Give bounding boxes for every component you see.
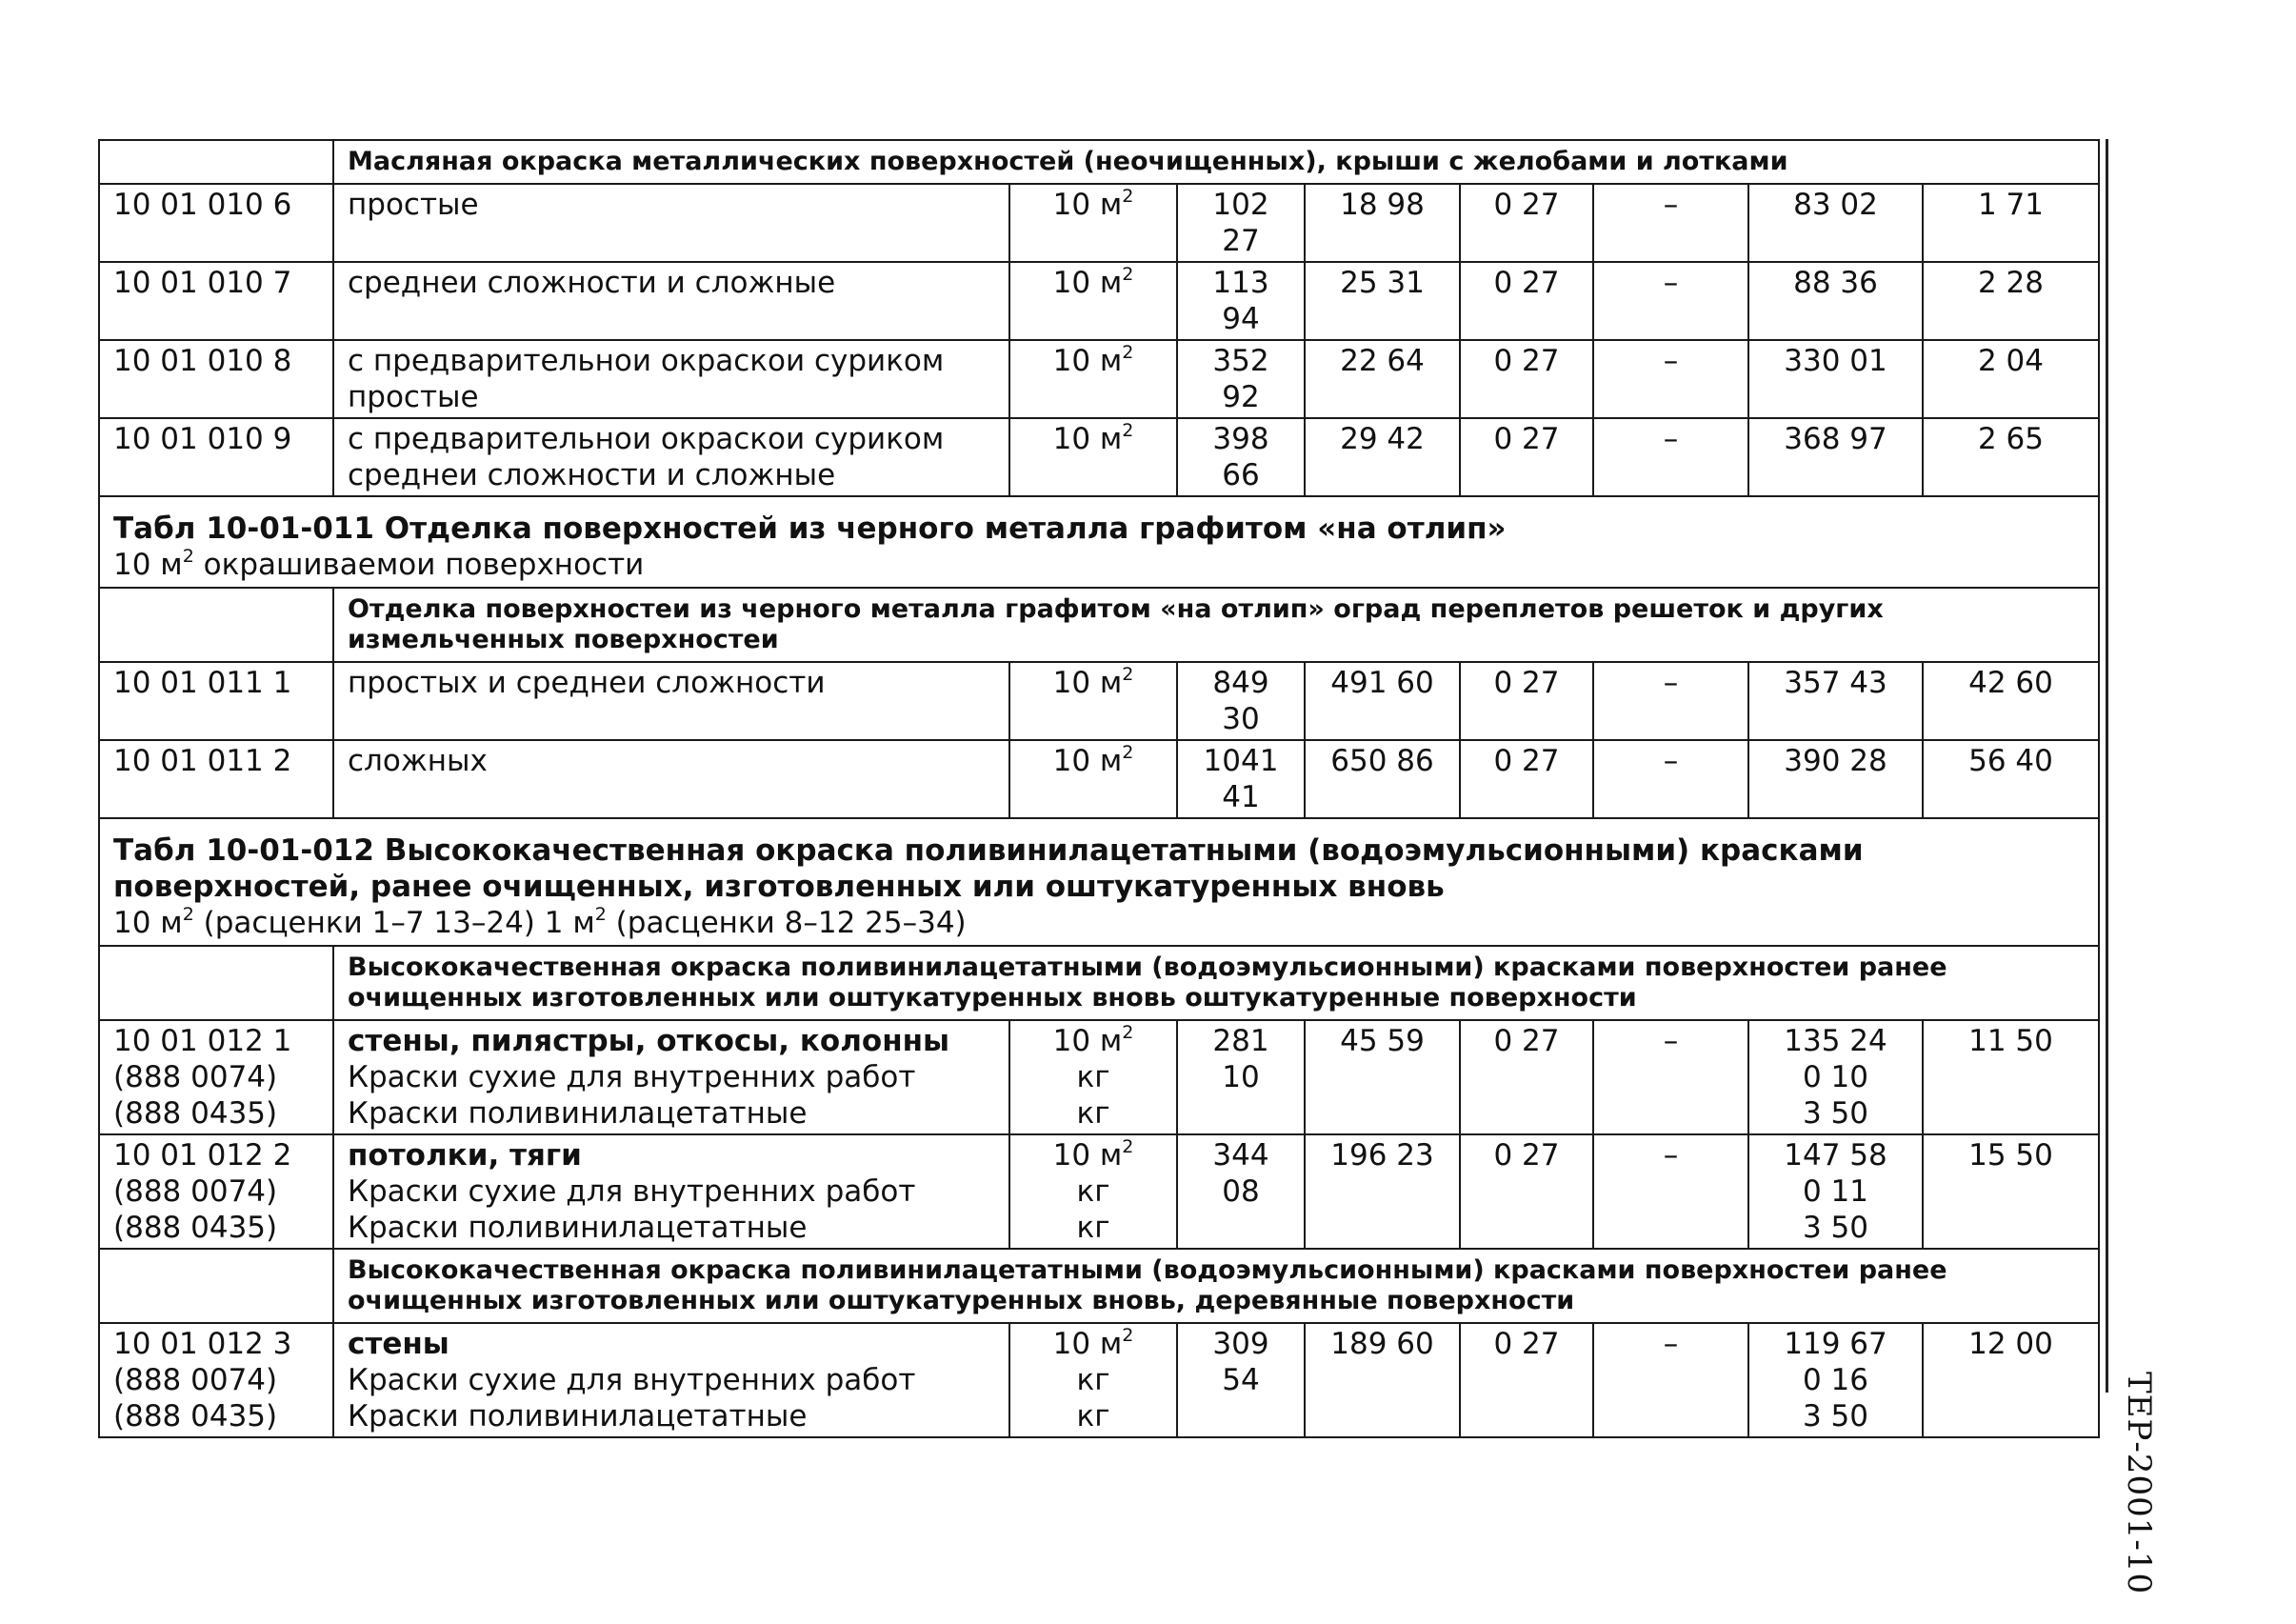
description-cell bbox=[333, 1323, 1009, 1437]
total-cost: 113 94 bbox=[1212, 266, 1269, 336]
code-cell bbox=[99, 662, 333, 740]
unit-cell bbox=[1009, 740, 1177, 818]
section-header-cell bbox=[333, 588, 2099, 662]
machine-cost: 0 27 bbox=[1493, 1024, 1560, 1058]
labor-hours: 1 71 bbox=[1977, 188, 2045, 222]
wage-cost: 18 98 bbox=[1340, 188, 1425, 222]
machinist-wage: – bbox=[1663, 344, 1679, 378]
unit-cell bbox=[1009, 1323, 1177, 1437]
machine-cost-cell bbox=[1460, 1134, 1593, 1249]
description-cell bbox=[333, 1020, 1009, 1134]
empty-code-cell bbox=[99, 588, 333, 662]
resource-code: (888 0435) bbox=[113, 1211, 278, 1245]
material-cost: 147 58 bbox=[1784, 1138, 1887, 1173]
section-header-text: Высококачественная окраска поливинилацетатными (водоэмульсионными) красками поверхностеи ранее очищенных изготовленных или оштукатуренных вновь, деревянные поверхности bbox=[348, 1255, 1947, 1315]
table-row-group bbox=[99, 1134, 2099, 1249]
table-title-cell bbox=[99, 818, 2099, 946]
material-cost-cell bbox=[1748, 262, 1923, 340]
machine-cost: 0 27 bbox=[1493, 266, 1560, 300]
unit-text: 10 м bbox=[1052, 422, 1123, 456]
material-cost-cell bbox=[1748, 340, 1923, 418]
total-cost-cell bbox=[1177, 184, 1305, 262]
total-cost-cell bbox=[1177, 1134, 1305, 1249]
unit-text: 10 м bbox=[1052, 666, 1123, 700]
work-title: потолки, тяги bbox=[348, 1138, 582, 1173]
machinist-wage-cell bbox=[1593, 1134, 1748, 1249]
code-cell bbox=[99, 184, 333, 262]
resource-code: (888 0435) bbox=[113, 1399, 278, 1434]
material-cost: 0 11 bbox=[1802, 1174, 1869, 1209]
machinist-wage-cell bbox=[1593, 262, 1748, 340]
unit-cell bbox=[1009, 1134, 1177, 1249]
description-line: простых и среднеи сложности bbox=[348, 666, 826, 700]
table-unit-superscript: 2 bbox=[182, 545, 194, 567]
description-line: простые bbox=[348, 380, 479, 414]
section-header-text: Высококачественная окраска поливинилацетатными (водоэмульсионными) красками поверхностеи ранее очищенных изготовленных или оштукатуренных вновь оштукатуренные поверхности bbox=[348, 952, 1947, 1012]
table-row bbox=[99, 662, 2099, 740]
unit-cell bbox=[1009, 262, 1177, 340]
section-header-cell bbox=[333, 1249, 2099, 1323]
material-cost: 357 43 bbox=[1784, 666, 1887, 700]
resource-name: Краски поливинилацетатные bbox=[348, 1211, 808, 1245]
machine-cost: 0 27 bbox=[1493, 422, 1560, 456]
resource-name: Краски сухие для внутренних работ bbox=[348, 1363, 916, 1397]
item-code: 10 01 010 8 bbox=[113, 344, 292, 378]
item-code: 10 01 012 3 bbox=[113, 1327, 292, 1361]
material-cost: 330 01 bbox=[1784, 344, 1887, 378]
unit-text: 10 м bbox=[1052, 1138, 1123, 1173]
machinist-wage: – bbox=[1663, 1138, 1679, 1173]
price-table bbox=[98, 139, 2100, 1438]
total-cost-cell bbox=[1177, 662, 1305, 740]
total-cost-cell bbox=[1177, 340, 1305, 418]
table-title-cell bbox=[99, 496, 2099, 588]
work-title: стены, пилястры, откосы, колонны bbox=[348, 1024, 950, 1058]
machinist-wage: – bbox=[1663, 422, 1679, 456]
unit-cell bbox=[1009, 184, 1177, 262]
machine-cost-cell bbox=[1460, 262, 1593, 340]
section-header-graphite bbox=[99, 588, 2099, 662]
material-cost-cell bbox=[1748, 1323, 1923, 1437]
material-cost: 0 10 bbox=[1802, 1060, 1869, 1094]
material-cost: 368 97 bbox=[1784, 422, 1887, 456]
material-cost-cell bbox=[1748, 418, 1923, 496]
item-code: 10 01 011 1 bbox=[113, 666, 292, 700]
table-row bbox=[99, 262, 2099, 340]
description-line: с предварительнои окраскои суриком bbox=[348, 422, 945, 456]
labor-hours-cell bbox=[1923, 1134, 2099, 1249]
total-cost-cell bbox=[1177, 418, 1305, 496]
machine-cost: 0 27 bbox=[1493, 744, 1560, 778]
table-row-group bbox=[99, 1323, 2099, 1437]
table-title-row-011 bbox=[99, 496, 2099, 588]
total-cost: 281 10 bbox=[1212, 1024, 1269, 1094]
total-cost-cell bbox=[1177, 1020, 1305, 1134]
resource-unit: кг bbox=[1076, 1060, 1110, 1094]
unit-line bbox=[1024, 1137, 1163, 1173]
unit-superscript: 2 bbox=[1122, 185, 1134, 207]
unit-cell bbox=[1009, 340, 1177, 418]
item-code: 10 01 010 9 bbox=[113, 422, 292, 456]
table-title: Табл 10-01-012 Высококачественная окраска поливинилацетатными (водоэмульсионными) красками поверхностей, ранее очищенных, изготовленных или оштукатуренных вновь bbox=[113, 833, 1864, 904]
labor-hours-cell bbox=[1923, 418, 2099, 496]
labor-hours-cell bbox=[1923, 662, 2099, 740]
total-cost: 352 92 bbox=[1212, 344, 1269, 414]
unit-superscript: 2 bbox=[1122, 1021, 1134, 1043]
wage-cost-cell bbox=[1305, 1323, 1460, 1437]
labor-hours: 12 00 bbox=[1968, 1327, 2053, 1361]
description-line: среднеи сложности и сложные bbox=[348, 266, 836, 300]
material-cost-cell bbox=[1748, 1020, 1923, 1134]
table-row-group bbox=[99, 1020, 2099, 1134]
wage-cost: 45 59 bbox=[1340, 1024, 1425, 1058]
wage-cost-cell bbox=[1305, 1134, 1460, 1249]
code-cell bbox=[99, 418, 333, 496]
wage-cost: 189 60 bbox=[1330, 1327, 1434, 1361]
table-unit-suffix: окрашиваемои поверхности bbox=[193, 548, 645, 582]
description-cell bbox=[333, 340, 1009, 418]
wage-cost-cell bbox=[1305, 418, 1460, 496]
description-cell bbox=[333, 262, 1009, 340]
resource-unit: кг bbox=[1076, 1174, 1110, 1209]
unit-cell bbox=[1009, 1020, 1177, 1134]
labor-hours: 42 60 bbox=[1968, 666, 2053, 700]
machinist-wage-cell bbox=[1593, 662, 1748, 740]
material-cost-cell bbox=[1748, 184, 1923, 262]
labor-hours-cell bbox=[1923, 1020, 2099, 1134]
labor-hours: 2 65 bbox=[1977, 422, 2045, 456]
wage-cost-cell bbox=[1305, 740, 1460, 818]
labor-hours: 2 04 bbox=[1977, 344, 2045, 378]
total-cost: 309 54 bbox=[1212, 1327, 1269, 1397]
machinist-wage: – bbox=[1663, 744, 1679, 778]
material-cost: 390 28 bbox=[1784, 744, 1887, 778]
wage-cost: 650 86 bbox=[1330, 744, 1434, 778]
table-unit-c: (расценки 8–12 25–34) bbox=[606, 906, 967, 940]
unit-superscript: 2 bbox=[1122, 1324, 1134, 1346]
total-cost: 398 66 bbox=[1212, 422, 1269, 492]
material-cost-cell bbox=[1748, 662, 1923, 740]
total-cost-cell bbox=[1177, 740, 1305, 818]
resource-code: (888 0435) bbox=[113, 1096, 278, 1131]
item-code: 10 01 011 2 bbox=[113, 744, 292, 778]
table-row bbox=[99, 340, 2099, 418]
machine-cost-cell bbox=[1460, 740, 1593, 818]
wage-cost-cell bbox=[1305, 262, 1460, 340]
section-header-text: Отделка поверхностеи из черного металла графитом «на отлип» оград переплетов решеток и других измельченных поверхностеи bbox=[348, 594, 1884, 654]
labor-hours-cell bbox=[1923, 262, 2099, 340]
item-code: 10 01 010 7 bbox=[113, 266, 292, 300]
material-cost: 3 50 bbox=[1802, 1211, 1869, 1245]
resource-code: (888 0074) bbox=[113, 1060, 278, 1094]
unit-superscript: 2 bbox=[1122, 1135, 1134, 1157]
total-cost: 344 08 bbox=[1212, 1138, 1269, 1209]
machinist-wage-cell bbox=[1593, 1020, 1748, 1134]
unit-superscript: 2 bbox=[1122, 663, 1134, 685]
table-unit bbox=[113, 905, 2085, 941]
machinist-wage-cell bbox=[1593, 184, 1748, 262]
machine-cost: 0 27 bbox=[1493, 188, 1560, 222]
resource-code: (888 0074) bbox=[113, 1174, 278, 1209]
resource-unit: кг bbox=[1076, 1096, 1110, 1131]
labor-hours-cell bbox=[1923, 340, 2099, 418]
machine-cost-cell bbox=[1460, 340, 1593, 418]
description-line: простые bbox=[348, 188, 479, 222]
table-unit-superscript: 2 bbox=[594, 903, 607, 925]
unit-superscript: 2 bbox=[1122, 263, 1134, 285]
machine-cost-cell bbox=[1460, 1020, 1593, 1134]
description-cell bbox=[333, 662, 1009, 740]
unit-text: 10 м bbox=[1052, 744, 1123, 778]
unit-text: 10 м bbox=[1052, 188, 1123, 222]
right-margin-rule bbox=[2106, 139, 2108, 1393]
machinist-wage-cell bbox=[1593, 418, 1748, 496]
material-cost-cell bbox=[1748, 740, 1923, 818]
section-header-oil-paint bbox=[99, 140, 2099, 184]
machinist-wage-cell bbox=[1593, 1323, 1748, 1437]
unit-text: 10 м bbox=[1052, 344, 1123, 378]
table-unit-prefix: 10 м bbox=[113, 548, 183, 582]
wage-cost: 25 31 bbox=[1340, 266, 1425, 300]
wage-cost-cell bbox=[1305, 340, 1460, 418]
machine-cost-cell bbox=[1460, 418, 1593, 496]
labor-hours-cell bbox=[1923, 1323, 2099, 1437]
unit-line bbox=[1024, 1326, 1163, 1362]
table-title: Табл 10-01-011 Отделка поверхностей из черного металла графитом «на отлип» bbox=[113, 511, 1507, 546]
labor-hours: 56 40 bbox=[1968, 744, 2053, 778]
item-code: 10 01 012 2 bbox=[113, 1138, 292, 1173]
unit-superscript: 2 bbox=[1122, 419, 1134, 441]
machinist-wage-cell bbox=[1593, 340, 1748, 418]
table-row bbox=[99, 740, 2099, 818]
resource-name: Краски сухие для внутренних работ bbox=[348, 1174, 916, 1209]
material-cost: 3 50 bbox=[1802, 1399, 1869, 1434]
section-header-wood bbox=[99, 1249, 2099, 1323]
resource-unit: кг bbox=[1076, 1399, 1110, 1434]
unit-text: 10 м bbox=[1052, 266, 1123, 300]
total-cost-cell bbox=[1177, 1323, 1305, 1437]
machine-cost: 0 27 bbox=[1493, 1138, 1560, 1173]
total-cost-cell bbox=[1177, 262, 1305, 340]
description-cell bbox=[333, 1134, 1009, 1249]
machinist-wage: – bbox=[1663, 188, 1679, 222]
wage-cost: 29 42 bbox=[1340, 422, 1425, 456]
code-cell bbox=[99, 1134, 333, 1249]
machine-cost-cell bbox=[1460, 1323, 1593, 1437]
description-line: с предварительнои окраскои суриком bbox=[348, 344, 945, 378]
unit-superscript: 2 bbox=[1122, 341, 1134, 363]
section-header-cell bbox=[333, 946, 2099, 1020]
machinist-wage-cell bbox=[1593, 740, 1748, 818]
code-cell bbox=[99, 340, 333, 418]
description-cell bbox=[333, 418, 1009, 496]
total-cost: 849 30 bbox=[1212, 666, 1269, 736]
empty-code-cell bbox=[99, 1249, 333, 1323]
resource-unit: кг bbox=[1076, 1211, 1110, 1245]
total-cost: 1041 41 bbox=[1203, 744, 1279, 814]
material-cost: 88 36 bbox=[1793, 266, 1878, 300]
machine-cost-cell bbox=[1460, 662, 1593, 740]
total-cost: 102 27 bbox=[1212, 188, 1269, 258]
section-header-cell bbox=[333, 140, 2099, 184]
empty-code-cell bbox=[99, 946, 333, 1020]
machinist-wage: – bbox=[1663, 666, 1679, 700]
table-unit-a: 10 м bbox=[113, 906, 183, 940]
unit-text: 10 м bbox=[1052, 1327, 1123, 1361]
machinist-wage: – bbox=[1663, 266, 1679, 300]
material-cost: 135 24 bbox=[1784, 1024, 1887, 1058]
material-cost: 119 67 bbox=[1784, 1327, 1887, 1361]
resource-name: Краски поливинилацетатные bbox=[348, 1096, 808, 1131]
table-unit bbox=[113, 547, 2085, 583]
unit-cell bbox=[1009, 662, 1177, 740]
machinist-wage: – bbox=[1663, 1327, 1679, 1361]
resource-name: Краски сухие для внутренних работ bbox=[348, 1060, 916, 1094]
labor-hours: 2 28 bbox=[1977, 266, 2045, 300]
table-unit-b: (расценки 1–7 13–24) 1 м bbox=[193, 906, 595, 940]
section-header-text: Масляная окраска металлических поверхностей (неочищенных), крыши с желобами и лотками bbox=[348, 147, 1788, 176]
labor-hours-cell bbox=[1923, 184, 2099, 262]
item-code: 10 01 012 1 bbox=[113, 1024, 292, 1058]
resource-unit: кг bbox=[1076, 1363, 1110, 1397]
resource-code: (888 0074) bbox=[113, 1363, 278, 1397]
labor-hours-cell bbox=[1923, 740, 2099, 818]
unit-cell bbox=[1009, 418, 1177, 496]
unit-line bbox=[1024, 1023, 1163, 1059]
unit-text: 10 м bbox=[1052, 1024, 1123, 1058]
description-line: среднеи сложности и сложные bbox=[348, 458, 836, 492]
machine-cost: 0 27 bbox=[1493, 1327, 1560, 1361]
labor-hours: 11 50 bbox=[1968, 1024, 2053, 1058]
material-cost: 83 02 bbox=[1793, 188, 1878, 222]
code-cell bbox=[99, 262, 333, 340]
labor-hours: 15 50 bbox=[1968, 1138, 2053, 1173]
description-cell bbox=[333, 184, 1009, 262]
machine-cost-cell bbox=[1460, 184, 1593, 262]
wage-cost-cell bbox=[1305, 662, 1460, 740]
work-title: стены bbox=[348, 1327, 449, 1361]
description-cell bbox=[333, 740, 1009, 818]
machinist-wage: – bbox=[1663, 1024, 1679, 1058]
code-cell bbox=[99, 1323, 333, 1437]
machine-cost: 0 27 bbox=[1493, 666, 1560, 700]
resource-name: Краски поливинилацетатные bbox=[348, 1399, 808, 1434]
table-title-row-012 bbox=[99, 818, 2099, 946]
description-line: сложных bbox=[348, 744, 488, 778]
table-row bbox=[99, 418, 2099, 496]
material-cost-cell bbox=[1748, 1134, 1923, 1249]
code-cell bbox=[99, 740, 333, 818]
wage-cost: 491 60 bbox=[1330, 666, 1434, 700]
empty-code-cell bbox=[99, 140, 333, 184]
item-code: 10 01 010 6 bbox=[113, 188, 292, 222]
code-cell bbox=[99, 1020, 333, 1134]
unit-superscript: 2 bbox=[1122, 741, 1134, 763]
material-cost: 0 16 bbox=[1802, 1363, 1869, 1397]
document-code-label: ТЕР-2001-10 bbox=[2120, 1372, 2158, 1595]
material-cost: 3 50 bbox=[1802, 1096, 1869, 1131]
wage-cost: 196 23 bbox=[1330, 1138, 1434, 1173]
wage-cost-cell bbox=[1305, 1020, 1460, 1134]
wage-cost: 22 64 bbox=[1340, 344, 1425, 378]
wage-cost-cell bbox=[1305, 184, 1460, 262]
machine-cost: 0 27 bbox=[1493, 344, 1560, 378]
table-unit-superscript: 2 bbox=[182, 903, 194, 925]
table-row bbox=[99, 184, 2099, 262]
section-header-plaster bbox=[99, 946, 2099, 1020]
